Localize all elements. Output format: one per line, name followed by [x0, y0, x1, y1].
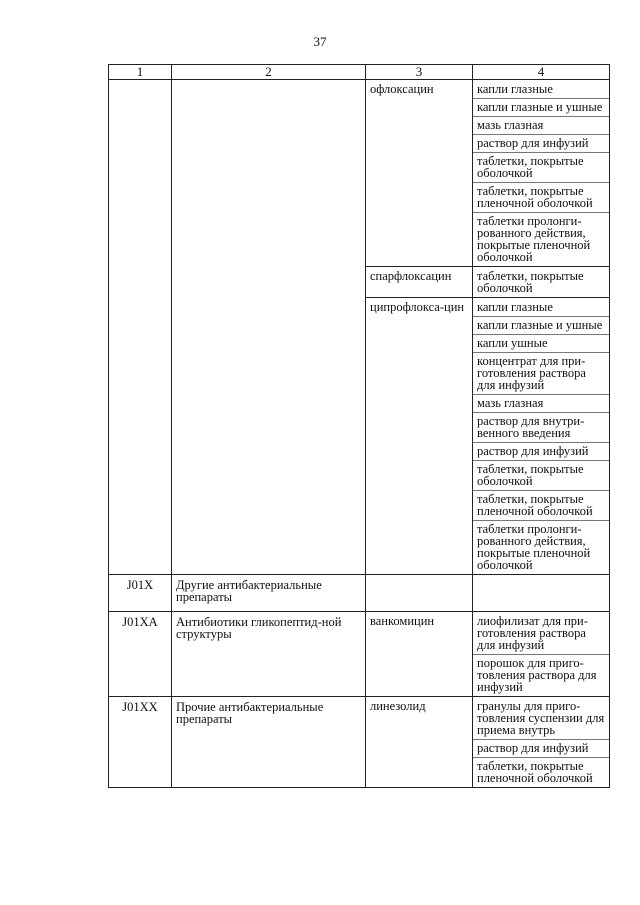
- dosage-form: мазь глазная: [473, 116, 609, 134]
- drug-name-cell: ципрофлокса-цин: [366, 298, 473, 575]
- column-number-1: 1: [109, 65, 172, 80]
- dosage-form: концентрат для при-готовления раствора для инфузий: [473, 352, 609, 394]
- drug-name-cell: спарфлоксацин: [366, 267, 473, 298]
- dosage-forms-cell: [473, 575, 610, 612]
- table-row: [109, 612, 610, 697]
- dosage-form: таблетки, покрытые оболочкой: [473, 152, 609, 182]
- atc-code-cell: [109, 80, 172, 575]
- column-number-3: 3: [366, 65, 473, 80]
- dosage-form: таблетки пролонги-рованного действия, покрытые пленочной оболочкой: [473, 212, 609, 266]
- drug-classification-table: [108, 64, 610, 788]
- dosage-form: таблетки, покрытые оболочкой: [477, 269, 584, 295]
- table-row: [109, 80, 610, 267]
- dosage-form: капли глазные и ушные: [473, 98, 609, 116]
- dosage-form: таблетки, покрытые пленочной оболочкой: [473, 182, 609, 212]
- column-number-row: [109, 65, 610, 80]
- dosage-form: таблетки, покрытые пленочной оболочкой: [473, 490, 609, 520]
- drug-name-cell: линезолид: [366, 697, 473, 788]
- dosage-form: мазь глазная: [473, 394, 609, 412]
- dosage-form: таблетки пролонги-рованного действия, покрытые пленочной оболочкой: [473, 520, 609, 574]
- dosage-form: порошок для приго-товления раствора для инфузий: [473, 654, 609, 696]
- column-number-4: 4: [473, 65, 610, 80]
- dosage-form: капли глазные и ушные: [473, 316, 609, 334]
- page-number: 37: [313, 34, 327, 49]
- dosage-forms-cell: [473, 267, 610, 298]
- dosage-form: капли глазные: [477, 82, 553, 96]
- table-body: [109, 80, 610, 788]
- dosage-form: [473, 575, 609, 611]
- dosage-forms-cell: [473, 612, 610, 697]
- atc-code-cell: J01XX: [109, 697, 172, 788]
- dosage-form: раствор для инфузий: [473, 739, 609, 757]
- atc-code-cell: J01XA: [109, 612, 172, 697]
- atc-code-cell: J01X: [109, 575, 172, 612]
- anatomical-therapeutic-group-cell: Прочие антибактериальные препараты: [172, 697, 366, 788]
- dosage-forms-cell: [473, 80, 610, 267]
- dosage-form: лиофилизат для при-готовления раствора для инфузий: [477, 614, 588, 652]
- drug-name-cell: [366, 575, 473, 612]
- anatomical-therapeutic-group-cell: Антибиотики гликопептид-ной структуры: [172, 612, 366, 697]
- dosage-form: капли ушные: [473, 334, 609, 352]
- dosage-forms-cell: [473, 298, 610, 575]
- dosage-form: таблетки, покрытые пленочной оболочкой: [473, 757, 609, 787]
- dosage-form: раствор для внутри-венного введения: [473, 412, 609, 442]
- dosage-form: раствор для инфузий: [473, 134, 609, 152]
- dosage-form: таблетки, покрытые оболочкой: [473, 460, 609, 490]
- table-row: [109, 697, 610, 788]
- drug-name-cell: офлоксацин: [366, 80, 473, 267]
- dosage-form: раствор для инфузий: [473, 442, 609, 460]
- dosage-form: капли глазные: [477, 300, 553, 314]
- table-row: [109, 575, 610, 612]
- dosage-forms-cell: [473, 697, 610, 788]
- anatomical-therapeutic-group-cell: Другие антибактериальные препараты: [172, 575, 366, 612]
- dosage-form: гранулы для приго-товления суспензии для приема внутрь: [477, 699, 605, 737]
- column-number-2: 2: [172, 65, 366, 80]
- drug-name-cell: ванкомицин: [366, 612, 473, 697]
- anatomical-therapeutic-group-cell: [172, 80, 366, 575]
